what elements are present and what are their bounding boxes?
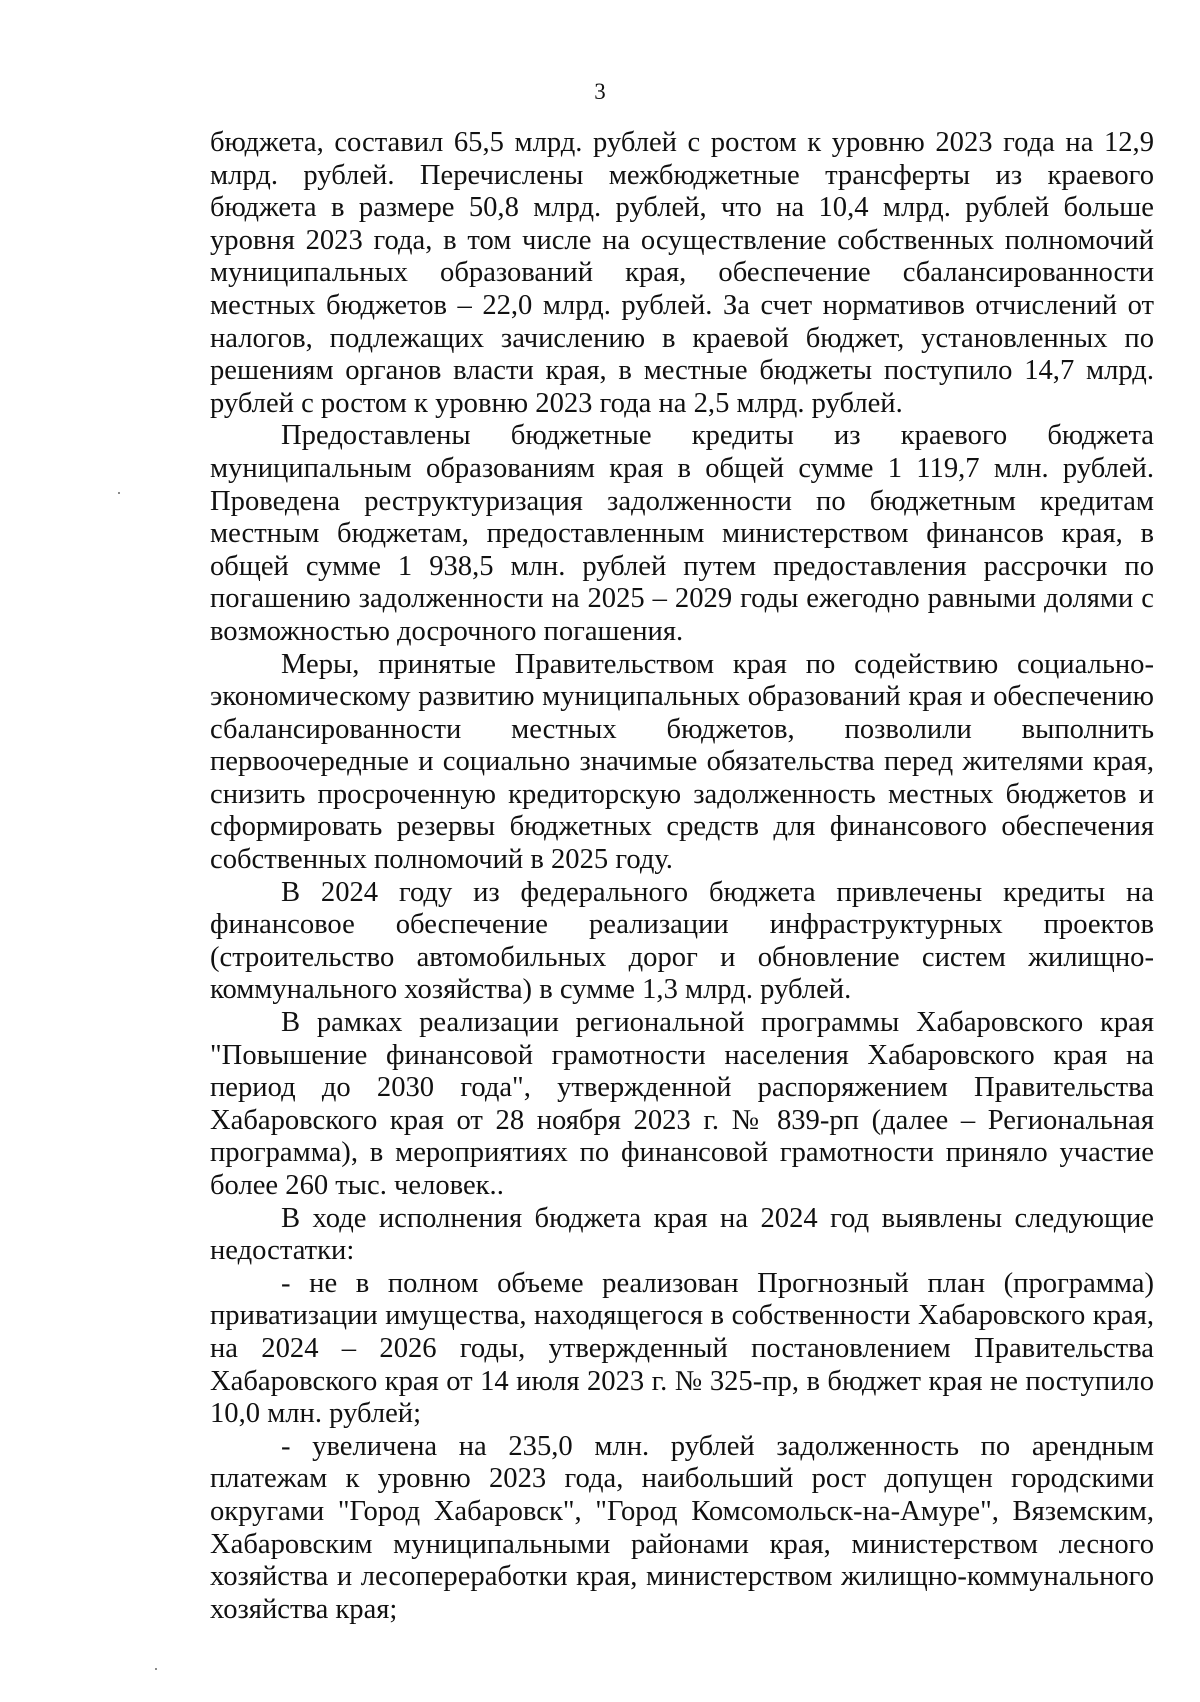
scan-speck [118,492,120,494]
list-item-privatization: - не в полном объеме реализован Прогнозный план (программа) приватизации имущества, находящегося в собственности Хабаровского края, на 2024 – 2026 годы, утвержденный постановлением Правительства Хабаровского края от 14 июля 2023 г. № 325-пр, в бюджет края не поступило 10,0 млн. рублей; [210,1267,1154,1430]
paragraph-budget-transfers: бюджета, составил 65,5 млрд. рублей с ростом к уровню 2023 года на 12,9 млрд. рублей. Перечислены межбюджетные трансферты из краевого бюджета в размере 50,8 млрд. рублей, что на 10,4 млрд. рублей больше уровня 2023 года, в том числе на осуществление собственных полномочий муниципальных образований края, обеспечение сбалансированности местных бюджетов – 22,0 млрд. рублей. За счет нормативов отчислений от налогов, подлежащих зачислению в краевой бюджет, установленных по решениям органов власти края, в местные бюджеты поступило 14,7 млрд. рублей с ростом к уровню 2023 года на 2,5 млрд. рублей. [210,127,1154,419]
scan-speck [155,1668,157,1670]
paragraph-federal-credits: В 2024 году из федерального бюджета привлечены кредиты на финансовое обеспечение реализации инфраструктурных проектов (строительство автомобильных дорог и обновление систем жилищно-коммунального хозяйства) в сумме 1,3 млрд. рублей. [210,876,1154,1006]
list-item-rent-debt: - увеличена на 235,0 млн. рублей задолженность по арендным платежам к уровню 2023 года, наибольший рост допущен городскими округами "Город Хабаровск", "Город Комсомольск-на-Амуре", Вяземским, Хабаровским муниципальными районами края, министерством лесного хозяйства и лесопереработки края, министерством жилищно-коммунального хозяйства края; [210,1430,1154,1625]
paragraph-financial-literacy: В рамках реализации региональной программы Хабаровского края "Повышение финансовой грамотности населения Хабаровского края на период до 2030 года", утвержденной распоряжением Правительства Хабаровского края от 28 ноября 2023 г. № 839-рп (далее – Региональная программа), в мероприятиях по финансовой грамотности приняло участие более 260 тыс. человек.. [210,1007,1154,1201]
paragraph-budget-credits: Предоставлены бюджетные кредиты из краевого бюджета муниципальным образованиям края в общей сумме 1 119,7 млн. рублей. Проведена реструктуризация задолженности по бюджетным кредитам местным бюджетам, предоставленным министерством финансов края, в общей сумме 1 938,5 млн. рублей путем предоставления рассрочки по погашению задолженности на 2025 – 2029 годы ежегодно равными долями с возможностью досрочного погашения. [210,420,1154,647]
document-body [210,127,1154,1626]
page-number: 3 [594,79,606,104]
paragraph-government-measures: Меры, принятые Правительством края по содействию социально-экономическому развитию муниципальных образований края и обеспечению сбалансированности местных бюджетов, позволили выполнить первоочередные и социально значимые обязательства перед жителями края, снизить просроченную кредиторскую задолженность местных бюджетов и сформировать резервы бюджетных средств для финансового обеспечения собственных полномочий в 2025 году. [210,648,1154,876]
paragraph-shortcomings-intro: В ходе исполнения бюджета края на 2024 год выявлены следующие недостатки: [210,1202,1154,1267]
